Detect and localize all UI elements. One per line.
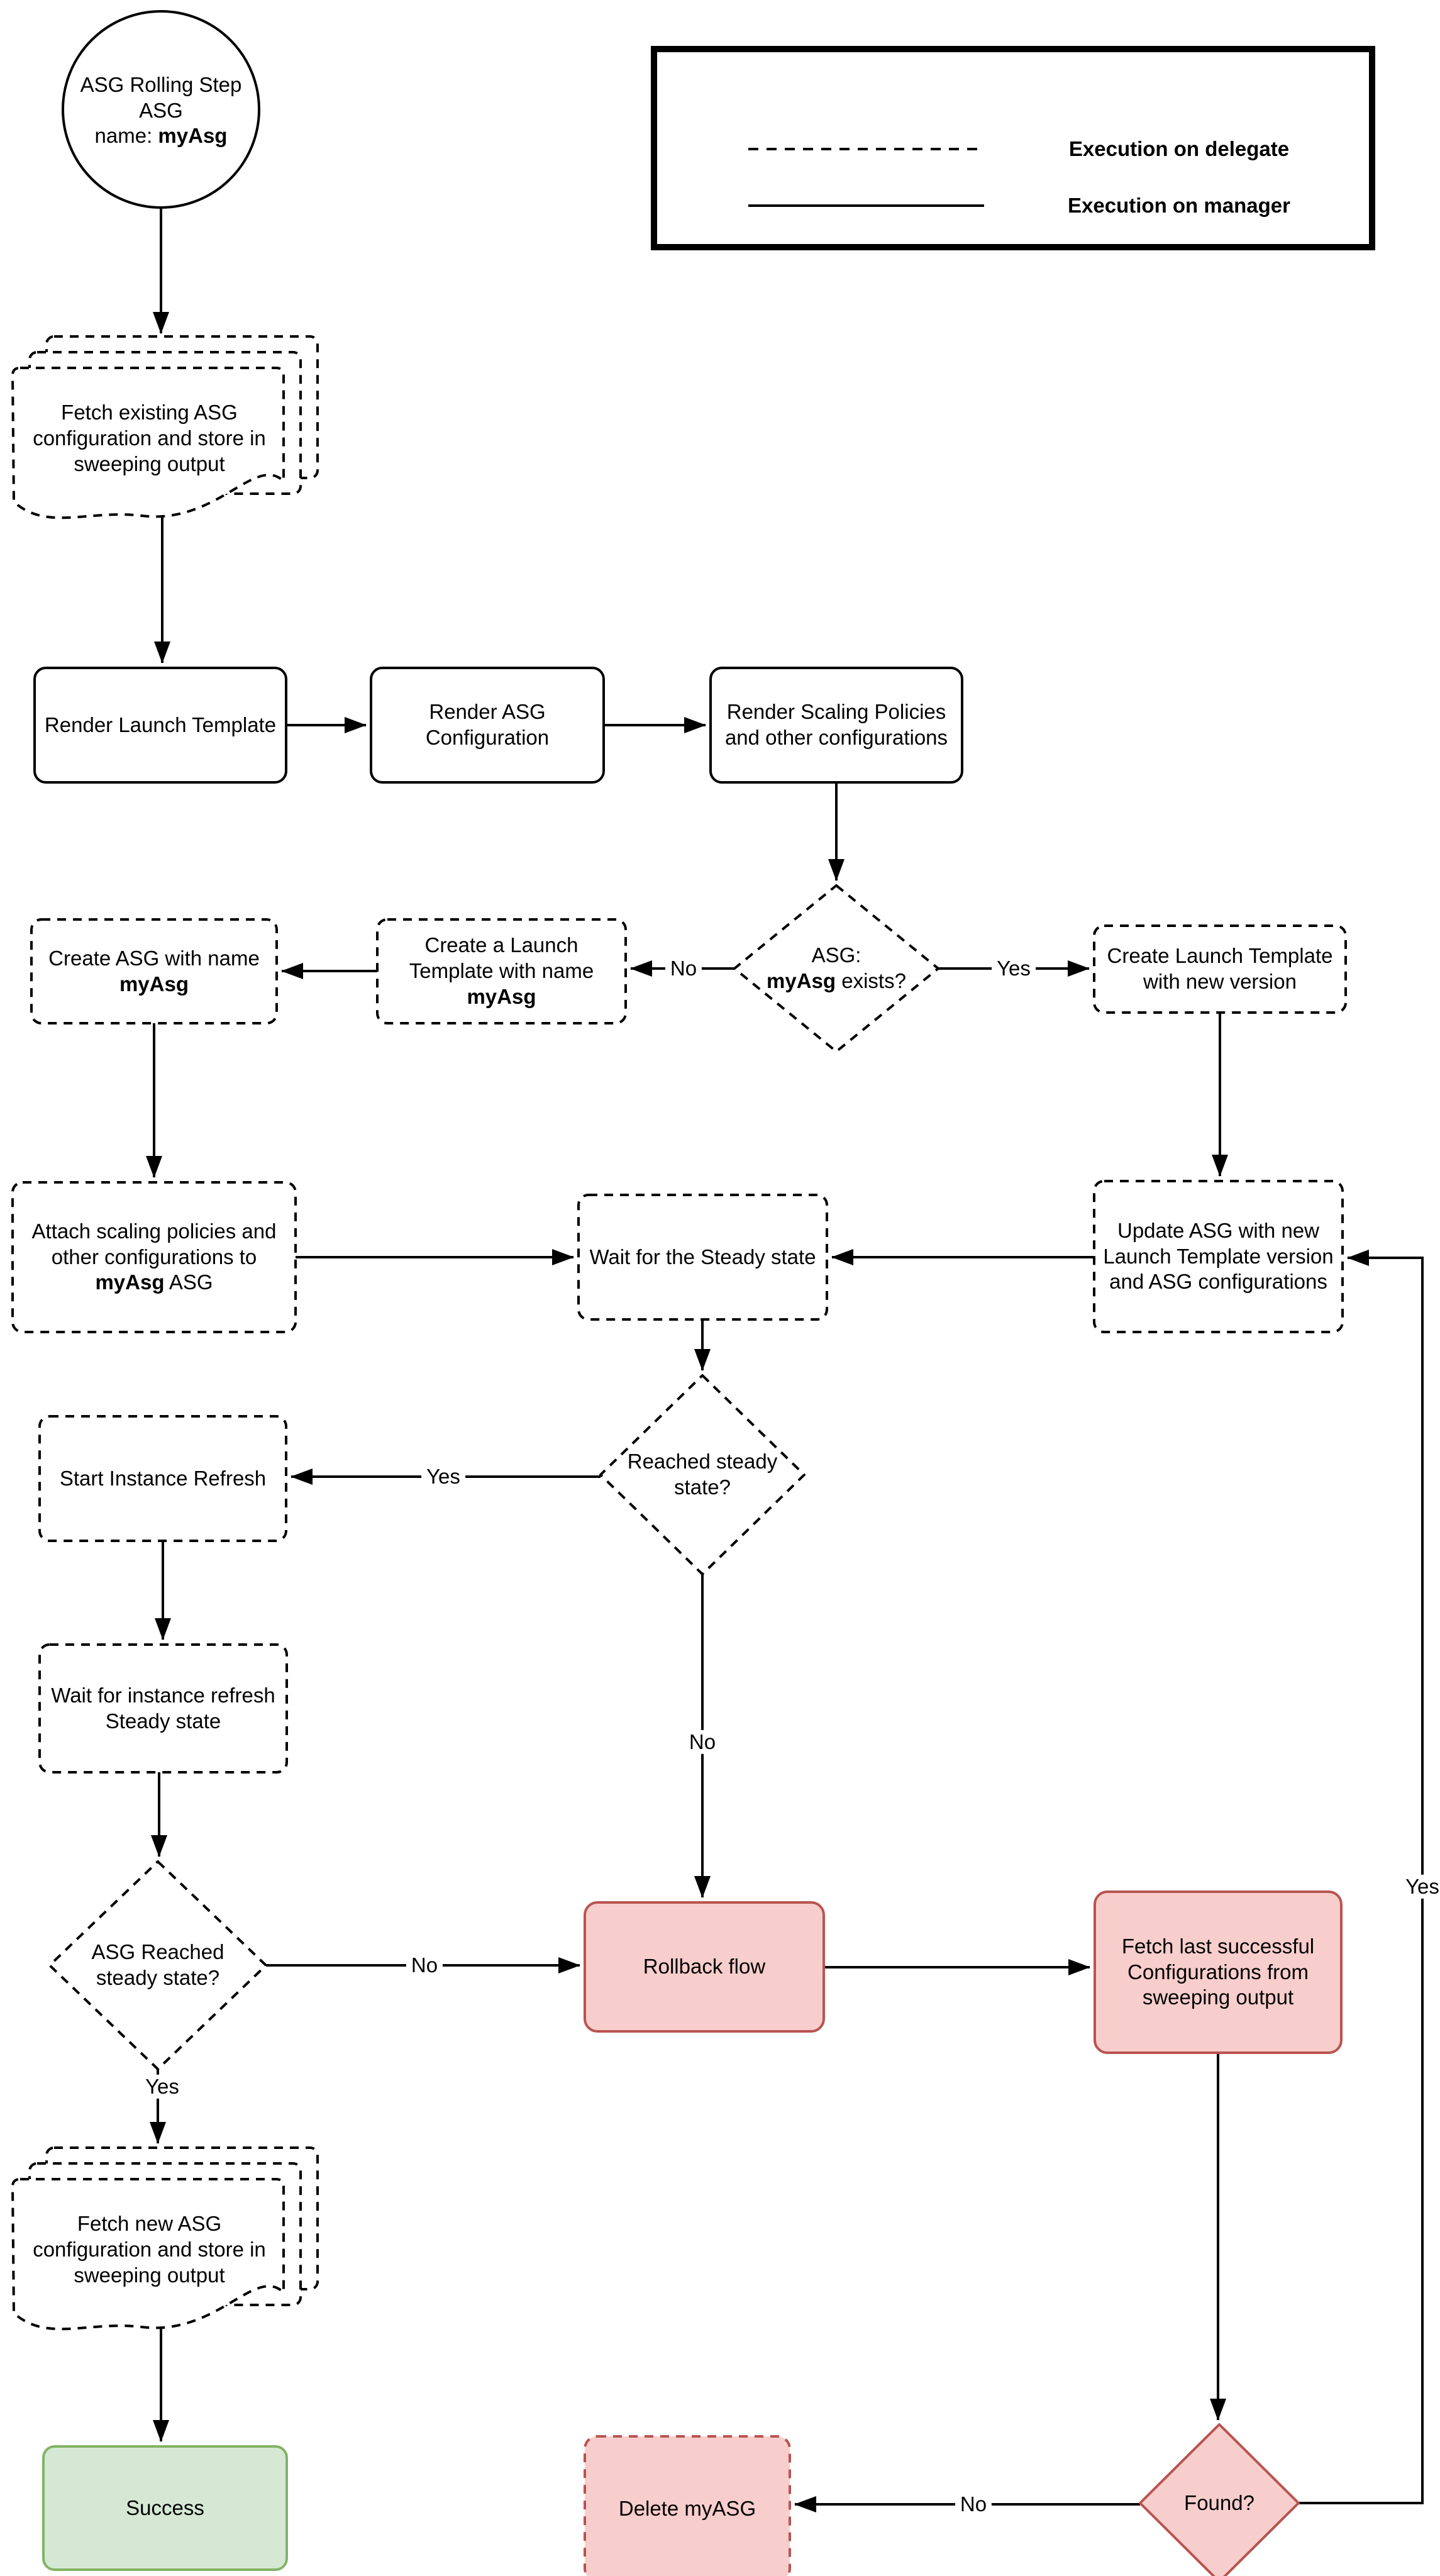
create-asg-label: Create ASG with name myAsg [48,946,260,996]
attach-scaling-policies-label: Attach scaling policies and other configurations to myAsg ASG [31,1219,277,1294]
edge-label-reached-no: No [684,1730,721,1754]
render-asg-configuration-label: Render ASG Configuration [425,700,550,749]
found-label: Found? [1184,2490,1254,2514]
edge-label-asg-reached-no: No [406,1953,443,1977]
render-scaling-policies-label: Render Scaling Policies and other configurations [724,700,948,749]
delete-my-asg-label: Delete myASG [618,2496,756,2520]
start-node-label: ASG Rolling Step ASG name: myAsg [80,72,242,148]
fetch-existing-label: Fetch existing ASG configuration and store in sweeping output [33,401,266,475]
create-launch-template-label: Create a Launch Template with name myAsg [409,933,594,1008]
update-asg-label: Update ASG with new Launch Template version and ASG configurations [1103,1218,1334,1294]
edge-label-found-no: No [955,2492,992,2516]
edge-label-found-yes: Yes [1400,1875,1440,1899]
wait-instance-refresh-label: Wait for instance refresh Steady state [51,1683,275,1733]
create-launch-template-new-version-label: Create Launch Template with new version [1107,944,1333,993]
start-instance-refresh-label: Start Instance Refresh [59,1466,267,1490]
reached-steady-state-label: Reached steady state? [627,1450,778,1499]
asg-exists-label: ASG: myAsg exists? [767,943,906,992]
render-launch-template-label: Render Launch Template [44,713,277,736]
legend-manager-label: Execution on manager [1068,194,1290,217]
edge-label-exists-no: No [665,957,702,980]
fetch-last-successful-label: Fetch last successful Configurations from sweeping output [1121,1934,1315,2009]
rollback-flow-label: Rollback flow [643,1955,766,1979]
edge-label-reached-yes: Yes [421,1465,465,1489]
success-label: Success [126,2496,204,2519]
asg-reached-steady-state-label: ASG Reached steady state? [91,1940,224,1989]
legend-delegate-label: Execution on delegate [1068,137,1290,160]
wait-steady-state-label: Wait for the Steady state [589,1245,816,1269]
edge-label-asg-reached-yes: Yes [140,2075,184,2099]
fetch-new-asg-label: Fetch new ASG configuration and store in sweeping output [33,2212,266,2287]
edge-label-exists-yes: Yes [992,957,1036,980]
